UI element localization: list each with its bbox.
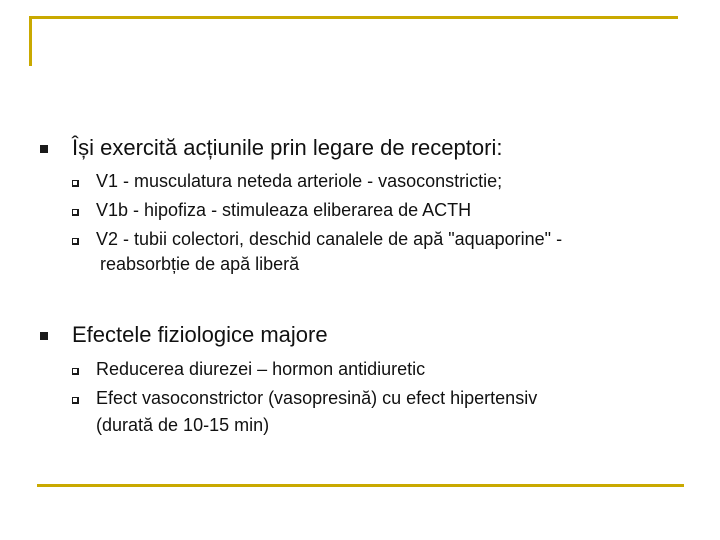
bullet-1-sub-2-text: V1b - hipofiza - stimuleaza eliberarea de ACTH (96, 200, 472, 220)
bullet-1-text: Își exercită acțiunile prin legare de receptori: (72, 135, 503, 160)
bullet-2-text: Efectele fiziologice majore (72, 322, 328, 347)
bullet-2-sub-2-continuation: (durată de 10-15 min) (96, 415, 270, 435)
sub-bullet-icon (72, 180, 79, 187)
sub-bullet-icon (72, 209, 79, 216)
frame-top-line (29, 16, 678, 19)
bullet-square-icon (40, 145, 48, 153)
sub-bullet-icon (72, 368, 79, 375)
bullet-1-sub-3-continuation: reabsorbție de apă liberă (100, 254, 300, 274)
bullet-2-sub-1-text: Reducerea diurezei – hormon antidiuretic (96, 359, 426, 379)
sub-bullet-icon (72, 397, 79, 404)
sub-bullet-icon (72, 238, 79, 245)
bullet-square-icon (40, 332, 48, 340)
bullet-2-sub-2-text: Efect vasoconstrictor (vasopresină) cu efect hipertensiv (96, 388, 538, 408)
frame-left-line (29, 16, 32, 66)
bullet-1-sub-1-text: V1 - musculatura neteda arteriole - vasoconstrictie; (96, 171, 503, 191)
frame-bottom-line (37, 484, 684, 487)
bullet-1-sub-3-text: V2 - tubii colectori, deschid canalele de apă "aquaporine" - (96, 229, 563, 249)
